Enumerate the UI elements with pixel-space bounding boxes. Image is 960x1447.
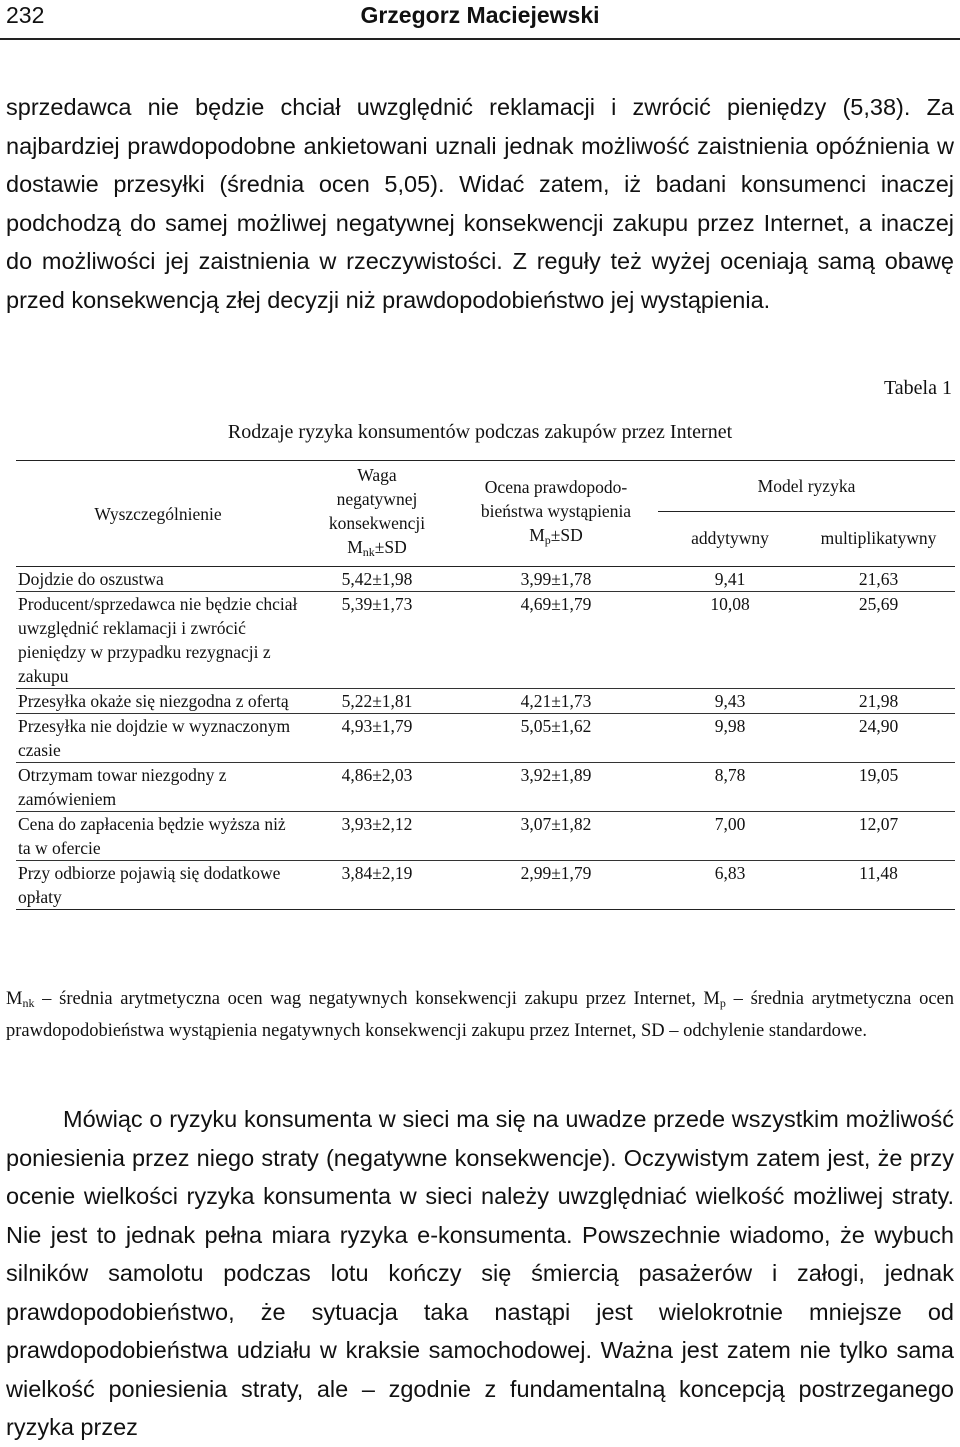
row-weight: 5,39±1,73	[300, 592, 454, 689]
row-multiplicative: 24,90	[802, 714, 955, 763]
row-weight: 3,93±2,12	[300, 812, 454, 861]
row-multiplicative: 12,07	[802, 812, 955, 861]
header-prob-line2: bieństwa wystąpienia	[480, 501, 632, 521]
header-item: Wyszczególnienie	[94, 503, 222, 524]
table-header	[16, 461, 955, 567]
row-additive: 6,83	[714, 863, 746, 883]
footnote-m-nk-sub: nk	[22, 996, 35, 1010]
row-additive: 9,43	[658, 689, 802, 714]
row-label: Otrzymam towar niezgodny z zamówieniem	[16, 763, 300, 812]
footnote-m-nk: M	[6, 989, 23, 1009]
running-head-author: Grzegorz Maciejewski	[360, 2, 600, 28]
row-label: Producent/sprzedawca nie będzie chciał uwzględnić reklamacji i zwrócić pieniędzy w przypadku rezygnacji z zakupu	[16, 592, 300, 689]
header-prob-sub: p	[544, 533, 551, 547]
row-probability: 3,92±1,89	[454, 763, 658, 812]
row-multiplicative: 19,05	[802, 763, 955, 812]
row-probability: 3,99±1,78	[454, 567, 658, 592]
header-additive: addytywny	[691, 528, 769, 549]
header-prob-line1: Ocena prawdopodo-	[484, 477, 628, 497]
header-weight-sd: ±SD	[374, 537, 407, 557]
row-probability: 3,07±1,82	[454, 812, 658, 861]
body-paragraph-top: sprzedawca nie będzie chciał uwzględnić reklamacji i zwrócić pieniędzy (5,38). Za najbardziej prawdopodobne ankietowani uznali jednak możliwość zaistnienia opóźnienia w dostawie przesyłki (średnia ocen 5,05). Widać zatem, iż badani konsumenci inaczej podchodzą do samej możliwej negatywnej konsekwencji zakupu przez Internet, a inaczej do możliwości jej zaistnienia w rzeczywistości. Z reguły też wyżej oceniają samą obawę przed konsekwencją złej decyzji niż prawdopodobieństwo jej wystąpienia.	[6, 94, 954, 313]
page-number: 232	[6, 2, 45, 28]
header-prob-m: M	[529, 525, 545, 545]
body-paragraph-bottom: Mówiąc o ryzyku konsumenta w sieci ma się na uwadze przede wszystkim możliwość poniesienia przez niego straty (negatywne konsekwencje). Oczywistym zatem jest, że przy ocenie wielkości ryzyka konsumenta w sieci należy uwzględniać wielkość możliwej straty. Nie jest to jednak pełna miara ryzyka e-konsumenta. Powszechnie wiadomo, że wybuch silników samolotu podczas lotu kończy się śmiercią pasażerów i załogi, jednak prawdopodobieństwo, że sytuacja taka nastąpi jest wielokrotnie mniejsze od prawdopodobieństwa udziału w kraksie samochodowej. Ważna jest zatem nie tylko sama wielkość poniesienia straty, ale – zgodnie z fundamentalną koncepcją postrzeganego ryzyka przez	[6, 1106, 954, 1440]
header-weight-line3: konsekwencji	[328, 513, 426, 533]
footnote-m-p-sub: p	[719, 996, 726, 1010]
footnote-text-2: – średnia arytmetyczna ocen prawdopodobieństwa wystąpienia negatywnych konsekwencji zakupu przez Internet, SD – odchylenie standardowe.	[6, 989, 954, 1041]
header-weight	[300, 461, 454, 567]
row-multiplicative: 25,69	[802, 592, 955, 689]
table-title: Rodzaje ryzyka konsumentów podczas zakupów przez Internet	[227, 421, 733, 443]
page-header	[0, 0, 960, 40]
row-weight: 4,93±1,79	[300, 714, 454, 763]
row-label: Cena do zapłacenia będzie wyższa niż ta w ofercie	[16, 812, 300, 861]
row-label: Przy odbiorze pojawią się dodatkowe opłaty	[18, 863, 281, 907]
row-weight: 5,22±1,81	[300, 689, 454, 714]
row-probability: 4,21±1,73	[454, 689, 658, 714]
row-additive: 8,78	[658, 763, 802, 812]
row-probability: 4,69±1,79	[454, 592, 658, 689]
row-label: Przesyłka nie dojdzie w wyznaczonym czasie	[16, 714, 300, 763]
row-weight: 5,42±1,98	[300, 567, 454, 592]
row-label: Przesyłka okaże się niezgodna z ofertą	[16, 689, 300, 714]
risk-table	[16, 460, 955, 910]
row-additive: 9,41	[658, 567, 802, 592]
header-weight-sub: nk	[362, 545, 375, 559]
header-model: Model ryzyka	[658, 461, 955, 512]
table-row	[16, 714, 955, 763]
table-row	[16, 567, 955, 592]
row-multiplicative: 21,63	[802, 567, 955, 592]
header-prob-sd: ±SD	[550, 525, 583, 545]
table-row	[16, 861, 955, 910]
risk-table-grid	[16, 461, 955, 909]
header-weight-line2: negatywnej	[336, 489, 418, 509]
header-weight-m: M	[347, 537, 363, 557]
table-row	[16, 763, 955, 812]
row-additive: 10,08	[658, 592, 802, 689]
header-multiplicative: multiplikatywny	[820, 528, 937, 549]
row-multiplicative: 21,98	[802, 689, 955, 714]
row-weight: 3,84±2,19	[341, 863, 413, 883]
table-label: Tabela 1	[883, 377, 952, 399]
row-weight: 4,86±2,03	[300, 763, 454, 812]
table-row	[16, 689, 955, 714]
row-label: Dojdzie do oszustwa	[16, 567, 300, 592]
header-weight-line1: Waga	[357, 465, 397, 485]
row-additive: 7,00	[658, 812, 802, 861]
row-additive: 9,98	[658, 714, 802, 763]
table-row	[16, 812, 955, 861]
row-probability: 5,05±1,62	[454, 714, 658, 763]
header-probability	[454, 461, 658, 567]
footnote-text-1: – średnia arytmetyczna ocen wag negatywnych konsekwencji zakupu przez Internet, M	[34, 989, 720, 1009]
table-footnote	[6, 986, 954, 1045]
table-row	[16, 592, 955, 689]
row-probability: 2,99±1,79	[520, 863, 592, 883]
row-multiplicative: 11,48	[859, 863, 898, 883]
